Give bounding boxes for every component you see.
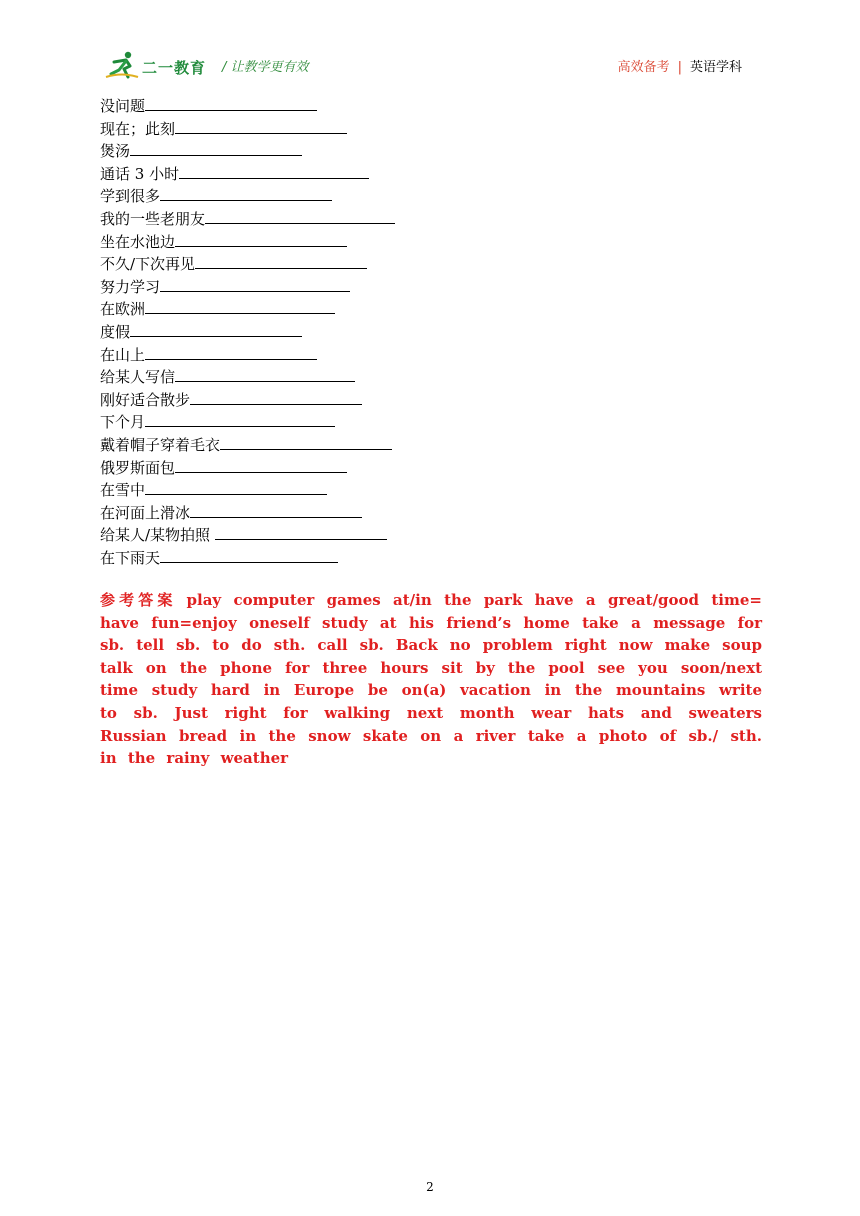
list-item [100,389,764,412]
list-item [100,434,764,457]
list-item [100,457,764,480]
page-header [100,48,764,80]
answer-blank[interactable] [130,140,302,156]
answer-blank[interactable] [145,411,335,427]
item-label: 在欧洲 [100,300,146,319]
brand-logo [104,50,214,80]
answer-blank[interactable] [175,231,347,247]
answer-blank[interactable] [215,524,387,540]
logo-text: 二一教育 [142,59,207,77]
item-label: 度假 [100,322,131,341]
list-item [100,366,764,389]
list-item [100,253,764,276]
item-label: 在下雨天 [100,548,161,567]
answer-blank[interactable] [130,321,302,337]
header-subject-label: 英语学科 [689,60,742,75]
list-item [100,163,764,186]
answer-blank[interactable] [145,479,327,495]
runner-logo-icon [104,50,140,80]
slogan: / 让教学更有效 [222,60,309,75]
list-item [100,276,764,299]
item-label: 煲汤 [100,142,131,161]
item-label: 我的一些老朋友 [100,209,206,228]
list-item [100,344,764,367]
header-tagline: 高效备考 [617,60,670,75]
answer-blank[interactable] [205,208,395,224]
item-label: 努力学习 [100,277,161,296]
list-item [100,185,764,208]
answer-blank[interactable] [145,95,317,111]
answer-key-label: 参考答案 [100,591,177,609]
list-item [100,411,764,434]
answer-key-text: play computer games at/in the park have a great/good time= have fun=enjoy oneself study at his friend’s home take a message for sb. tell sb. to do sth. call sb. Back no problem right now make soup talk on the phone for three hours sit by the pool see you soon/next time study hard in Europe be on(a) vacation in the mountains write to sb. Just right for walking next month wear hats and sweaters Russian bread in the snow skate on a river take a photo of sb./ sth. in the rainy weather [100,591,762,768]
answer-blank[interactable] [175,366,355,382]
vocabulary-list [100,95,764,569]
item-label: 俄罗斯面包 [100,458,176,477]
answer-blank[interactable] [179,163,369,179]
list-item [100,502,764,525]
list-item [100,321,764,344]
item-label: 在雪中 [100,481,146,500]
answer-blank[interactable] [145,344,317,360]
item-label: 不久/下次再见 [100,255,196,274]
list-item [100,140,764,163]
answer-blank[interactable] [145,298,335,314]
answer-blank[interactable] [220,434,392,450]
item-label: 给某人/某物拍照 [100,526,215,545]
header-subject [618,56,742,75]
list-item [100,479,764,502]
answer-blank[interactable] [190,502,362,518]
item-label: 在山上 [100,345,146,364]
answer-blank[interactable] [160,547,338,563]
item-label: 坐在水池边 [100,232,176,251]
list-item [100,547,764,570]
answer-blank[interactable] [160,276,350,292]
item-label: 学到很多 [100,187,161,206]
page-number: 2 [426,1180,434,1194]
header-separator: | [677,60,682,75]
answer-blank[interactable] [175,118,347,134]
list-item [100,118,764,141]
list-item [100,231,764,254]
answer-blank[interactable] [195,253,367,269]
item-label: 戴着帽子穿着毛衣 [100,435,221,454]
item-label: 下个月 [100,413,146,432]
item-label: 在河面上滑冰 [100,503,191,522]
list-item [100,524,764,547]
list-item [100,298,764,321]
answer-key [100,589,762,770]
item-label: 刚好适合散步 [100,390,191,409]
answer-blank[interactable] [175,457,347,473]
list-item [100,95,764,118]
list-item [100,208,764,231]
item-label: 给某人写信 [100,368,176,387]
item-label: 没问题 [100,97,146,115]
answer-blank[interactable] [190,389,362,405]
item-label: 现在；此刻 [100,119,176,138]
item-label: 通话 3 小时 [100,164,180,183]
answer-blank[interactable] [160,185,332,201]
